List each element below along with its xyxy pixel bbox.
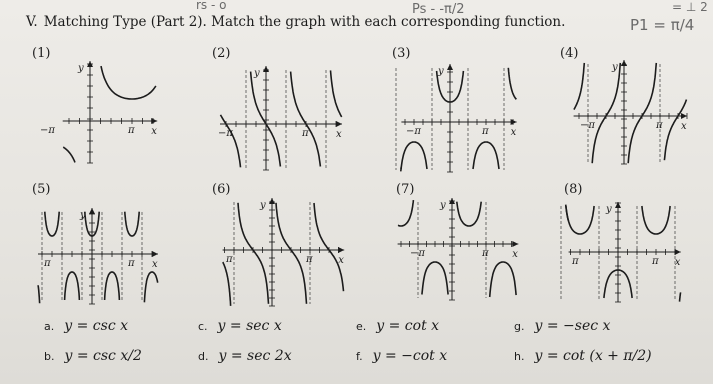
x-axis-arrow: [336, 121, 342, 127]
tick-label-pi: π: [652, 256, 659, 267]
curve-branch: [105, 272, 120, 300]
graph-4-plot: [556, 46, 706, 176]
curve-branch: [473, 142, 499, 169]
choice-c: [198, 318, 282, 334]
graph-5-plot: [30, 182, 180, 312]
curve-branch: [276, 203, 307, 304]
curve-branch: [45, 212, 59, 236]
choice-letter: d.: [198, 350, 209, 363]
choice-g: [514, 318, 610, 334]
tick-label-neg-pi: −π: [406, 126, 421, 137]
curve-branch: [101, 66, 156, 99]
tick-label-neg-pi: −π: [580, 120, 595, 131]
tick-label-neg-pi: π: [572, 256, 579, 267]
choice-h: [514, 348, 652, 364]
curve-branch: [680, 292, 681, 301]
graph-8-plot: [556, 182, 706, 312]
y-axis-arrow: [263, 66, 269, 72]
graph-1: [30, 46, 180, 176]
curve-branch: [331, 70, 342, 117]
y-axis-arrow: [89, 208, 95, 214]
curve-branch: [65, 272, 80, 300]
graph-label: (4): [560, 46, 579, 61]
choice-letter: e.: [356, 320, 367, 333]
graph-2: [208, 46, 358, 176]
curve-branch: [223, 262, 231, 306]
y-axis-label: y: [438, 66, 444, 77]
choice-letter: h.: [514, 350, 525, 363]
x-axis-arrow: [512, 241, 518, 247]
curve-branch: [291, 72, 321, 167]
choice-a: [44, 318, 128, 334]
graph-6: [208, 182, 358, 312]
x-axis-label: x: [336, 129, 342, 140]
graph-label: (2): [212, 46, 231, 61]
x-axis-label: x: [510, 127, 517, 138]
graph-5: [30, 182, 180, 312]
y-axis-label: y: [440, 200, 446, 211]
handwritten-note-top-right: P1 = π/4: [630, 16, 695, 34]
y-axis-label: y: [612, 62, 618, 73]
graph-label: (3): [392, 46, 411, 61]
handwritten-note-corner: = ⊥ 2: [672, 0, 708, 14]
choice-letter: c.: [198, 320, 208, 333]
curve-branch: [221, 115, 241, 168]
x-axis-label: x: [512, 249, 518, 260]
choice-letter: b.: [44, 350, 55, 363]
curve-branch: [398, 200, 413, 226]
y-axis-arrow: [447, 64, 453, 70]
curve-branch: [566, 206, 594, 234]
tick-label-pi: π: [302, 128, 309, 139]
curve-branch: [125, 212, 139, 236]
y-axis-label: y: [260, 200, 266, 211]
curve-branch: [422, 262, 448, 295]
tick-label-pi: π: [482, 126, 489, 137]
curve-branch: [401, 142, 427, 169]
graph-label: (7): [396, 182, 415, 197]
choice-e: [356, 318, 439, 334]
x-axis-arrow: [151, 118, 157, 124]
x-axis-arrow: [511, 119, 517, 125]
curve-branch: [508, 68, 516, 100]
graph-3: [388, 46, 538, 176]
curve-branch: [574, 63, 584, 110]
graph-6-plot: [208, 182, 358, 312]
tick-label-pi: π: [656, 120, 663, 131]
graph-7-plot: [388, 182, 538, 312]
y-axis-label: y: [78, 63, 84, 74]
choice-equation: y = −sec x: [534, 318, 611, 334]
instruction-text: Matching Type (Part 2). Match the graph with each corresponding function.: [43, 14, 566, 30]
x-axis-label: x: [681, 121, 687, 132]
curve-branch: [457, 202, 481, 226]
y-axis-label: y: [80, 210, 86, 221]
choice-b: [44, 348, 142, 364]
choice-letter: g.: [514, 320, 525, 333]
choice-equation: y = −cot x: [372, 348, 448, 364]
handwritten-note-top-middle: Ps - -π/2: [412, 2, 465, 17]
curve-branch: [490, 262, 516, 297]
x-axis-label: x: [338, 255, 344, 266]
section-instruction: [26, 14, 565, 30]
x-axis-arrow: [338, 247, 344, 253]
x-axis-label: x: [674, 257, 681, 268]
choice-equation: y = cot (x + π/2): [534, 348, 652, 364]
tick-label-neg-pi: π: [44, 258, 51, 269]
curve-branch: [63, 147, 75, 162]
choice-equation: y = csc x: [64, 318, 129, 334]
section-number: V.: [26, 14, 38, 30]
choice-equation: y = csc x/2: [64, 348, 142, 364]
y-axis-label: y: [254, 68, 260, 79]
y-axis-label: y: [606, 204, 612, 215]
graph-4: [556, 46, 706, 176]
x-axis-label: x: [152, 259, 158, 270]
graph-7: [388, 182, 538, 312]
choice-d: [198, 348, 292, 364]
graph-8: [556, 182, 706, 312]
tick-label-neg-pi: −π: [40, 125, 55, 136]
curve-branch: [642, 206, 670, 234]
choice-letter: f.: [356, 350, 363, 363]
curve-branch: [144, 272, 157, 302]
curve-branch: [38, 285, 40, 303]
x-axis-arrow: [675, 249, 681, 255]
handwritten-note-top-left: rs - o: [196, 0, 227, 12]
tick-label-neg-pi: −π: [218, 128, 233, 139]
tick-label-pi: π: [128, 125, 135, 136]
graph-3-plot: [388, 46, 538, 176]
curve-branch: [238, 203, 269, 304]
graph-1-plot: [30, 46, 180, 176]
tick-label-pi: π: [128, 258, 135, 269]
x-axis-label: x: [151, 126, 157, 137]
x-axis-arrow: [681, 113, 687, 119]
graph-label: (1): [32, 46, 51, 61]
choice-letter: a.: [44, 320, 55, 333]
choice-f: [356, 348, 447, 364]
tick-label-pi: π: [306, 254, 313, 265]
graph-label: (5): [32, 182, 51, 197]
choice-equation: y = sec x: [217, 318, 282, 334]
choice-equation: y = sec 2x: [218, 348, 292, 364]
graph-label: (6): [212, 182, 231, 197]
tick-label-neg-pi: −π: [410, 248, 425, 259]
tick-label-pi: π: [482, 248, 489, 259]
graph-label: (8): [564, 182, 583, 197]
tick-label-neg-pi: π: [226, 254, 233, 265]
choice-equation: y = cot x: [376, 318, 440, 334]
graph-2-plot: [208, 46, 358, 176]
x-axis-arrow: [152, 251, 158, 257]
